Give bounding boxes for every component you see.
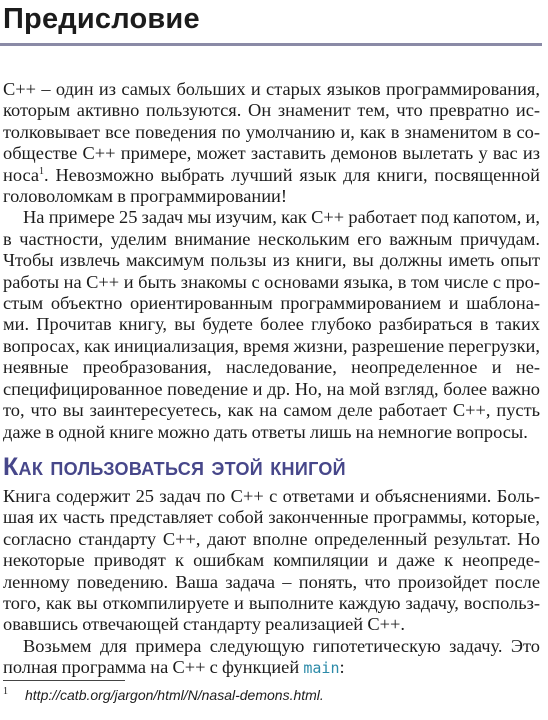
intro-text — [3, 79, 540, 443]
title-underline — [0, 43, 542, 46]
section-paragraph-1: Книга содержит 25 задач по C++ с ответами и объяснениями. Большая их часть представляет собой законченные программы, которые, согласно стандарту C++, дают вполне определенный результат. Но некоторые приводят к ошибкам компиляции и даже к неопределенному поведению. Ваша задача – понять, что произойдет после того, как вы откомпилируете и выполните каждую задачу, воспользовавшись отвечающей стандарту реализацией C++. — [3, 486, 540, 635]
inline-code-main: main — [303, 659, 340, 678]
intro-paragraph-1-tail: . Невозможно выбрать лучший язык для книги, посвященной головоломкам в программировании! — [3, 164, 540, 207]
footnote-ref: 1 — [39, 165, 45, 177]
section-text — [3, 486, 540, 680]
intro-paragraph-1 — [3, 79, 540, 207]
section-heading — [3, 452, 346, 482]
section-paragraph-2-tail: : — [339, 657, 345, 678]
footnote-divider — [3, 680, 125, 681]
chapter-title: Предисловие — [3, 3, 200, 35]
footnote-link[interactable]: http://catb.org/jargon/html/N/nasal-demons.html. — [25, 687, 324, 703]
section-paragraph-2-text: Возьмем для примера следующую гипотетическую задачу. Это полная программа на C++ с функцией — [3, 635, 540, 678]
section-paragraph-2 — [3, 636, 540, 680]
footnote: 1 http://catb.org/jargon/html/N/nasal-demons.html. — [3, 686, 324, 703]
section-heading-text: Как пользоваться этой книгой — [3, 453, 346, 481]
intro-paragraph-2: На примере 25 задач мы изучим, как C++ работает под капотом, и, в частности, уделим внимание нескольким его важным причудам. Чтобы извлечь максимум пользы из книги, вы должны иметь опыт работы на C++ и быть знакомы с основами языка, в том числе с простым объектно ориентированным программированием и шаблонами. Прочитав книгу, вы будете более глубоко разбираться в таких вопросах, как инициализация, время жизни, разрешение перегрузки, неявные преобразования, наследование, неопределенное и неспецифицированное поведение и др. Но, на мой взгляд, более важно то, что вы заинтересуетесь, как на самом деле работает C++, пусть даже в одной книге можно дать ответы лишь на немногие вопросы. — [3, 207, 540, 442]
intro-paragraph-1-text: C++ – один из самых больших и старых языков программирования, которым активно пользуются. Он знаменит тем, что превратно истолковывает все поведения по умолчанию и, как в знаменитом в сообществе C++ примере, может заставить демонов вылетать у вас из носа — [3, 79, 540, 185]
